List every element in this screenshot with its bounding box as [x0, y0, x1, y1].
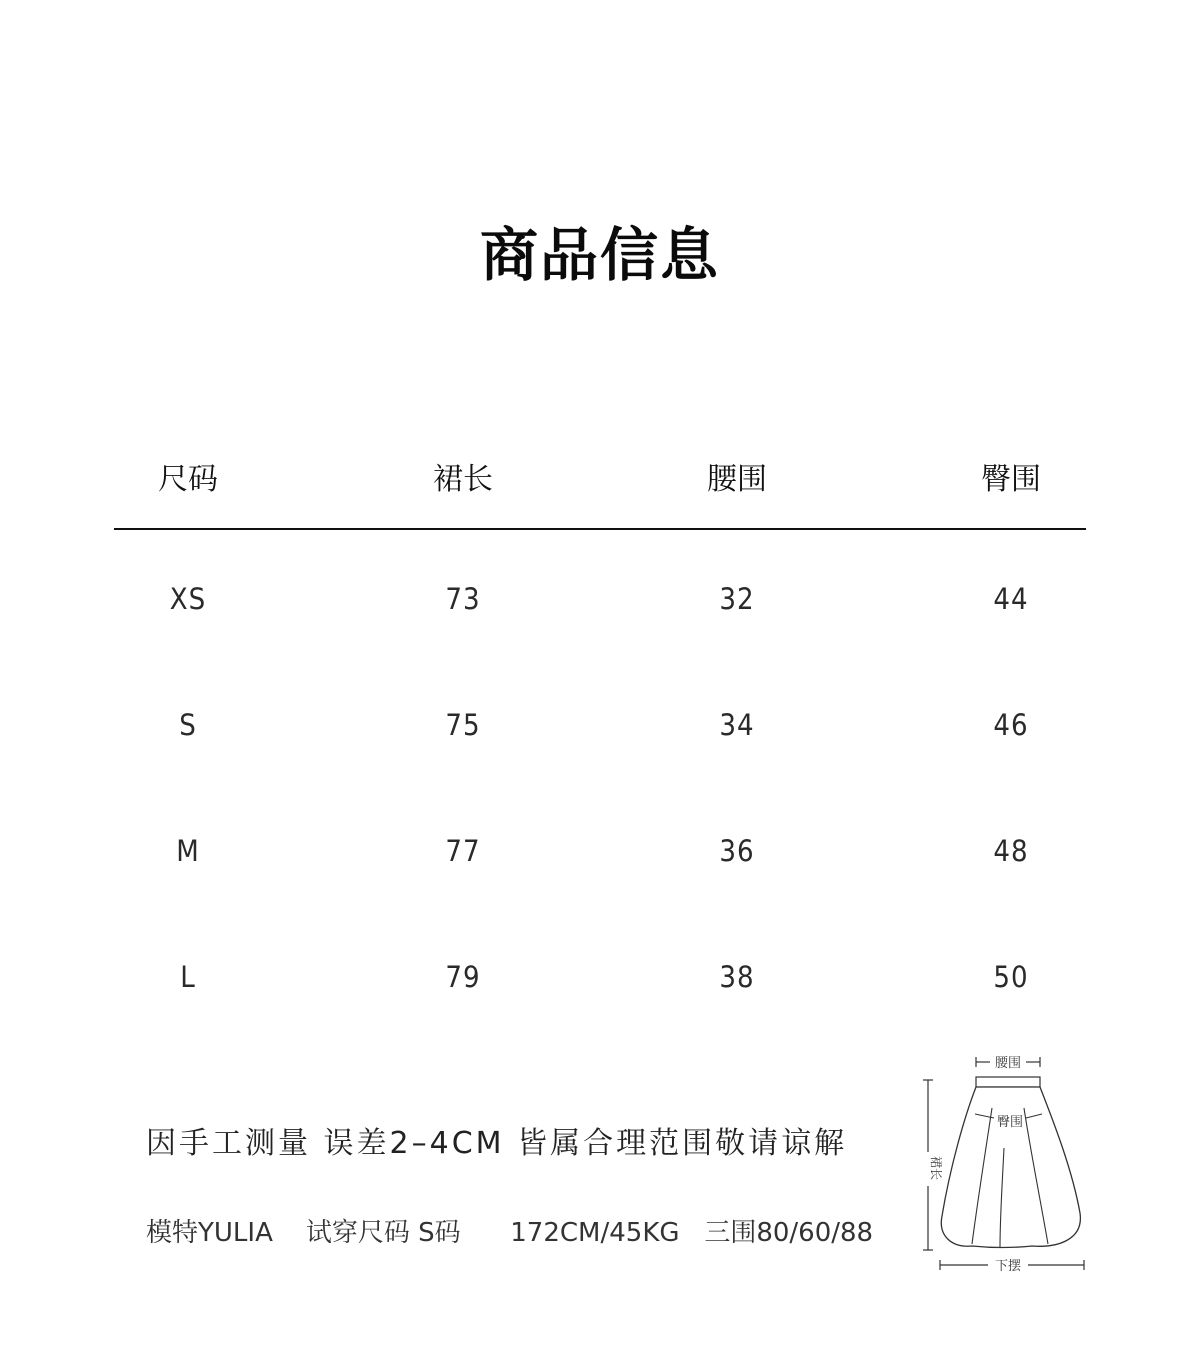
header-hip: 臀围 — [981, 462, 1041, 497]
length-cell: 77 — [445, 834, 481, 868]
skirt-body — [941, 1087, 1080, 1248]
waist-cell: 36 — [719, 834, 755, 868]
header-waist: 腰围 — [707, 462, 767, 497]
model-info: 模特YULIA 试穿尺码 S码 172CM/45KG 三围80/60/88 — [146, 1218, 874, 1248]
hem-label: 下摆 — [994, 1259, 1022, 1274]
waist-cell: 38 — [719, 960, 755, 994]
header-size: 尺码 — [158, 462, 218, 497]
header-skirt-length: 裙长 — [433, 462, 493, 497]
measurement-note: 因手工测量 误差2–4CM 皆属合理范围敬请谅解 — [146, 1126, 848, 1161]
table-row — [114, 782, 1086, 908]
hip-cell: 46 — [993, 708, 1029, 742]
size-cell: XS — [169, 582, 207, 616]
table-row — [114, 908, 1086, 1034]
waist-cell: 34 — [719, 708, 755, 742]
hip-cell: 44 — [993, 582, 1029, 616]
table-row — [114, 656, 1086, 782]
size-cell: L — [180, 960, 196, 994]
hip-cell: 48 — [993, 834, 1029, 868]
length-label: 裙长 — [929, 1155, 943, 1181]
table-row — [114, 530, 1086, 656]
waist-label: 腰围 — [994, 1056, 1022, 1071]
skirt-diagram — [912, 1048, 1092, 1278]
hip-label: 臀围 — [996, 1115, 1024, 1130]
table-header — [114, 440, 1086, 530]
size-cell: M — [176, 834, 200, 868]
size-table — [114, 440, 1086, 1034]
hip-cell: 50 — [993, 960, 1029, 994]
length-cell: 75 — [445, 708, 481, 742]
size-cell: S — [179, 708, 197, 742]
length-cell: 73 — [445, 582, 481, 616]
skirt-waistband — [976, 1077, 1040, 1087]
waist-cell: 32 — [719, 582, 755, 616]
length-cell: 79 — [445, 960, 481, 994]
page-title: 商品信息 — [479, 221, 720, 289]
